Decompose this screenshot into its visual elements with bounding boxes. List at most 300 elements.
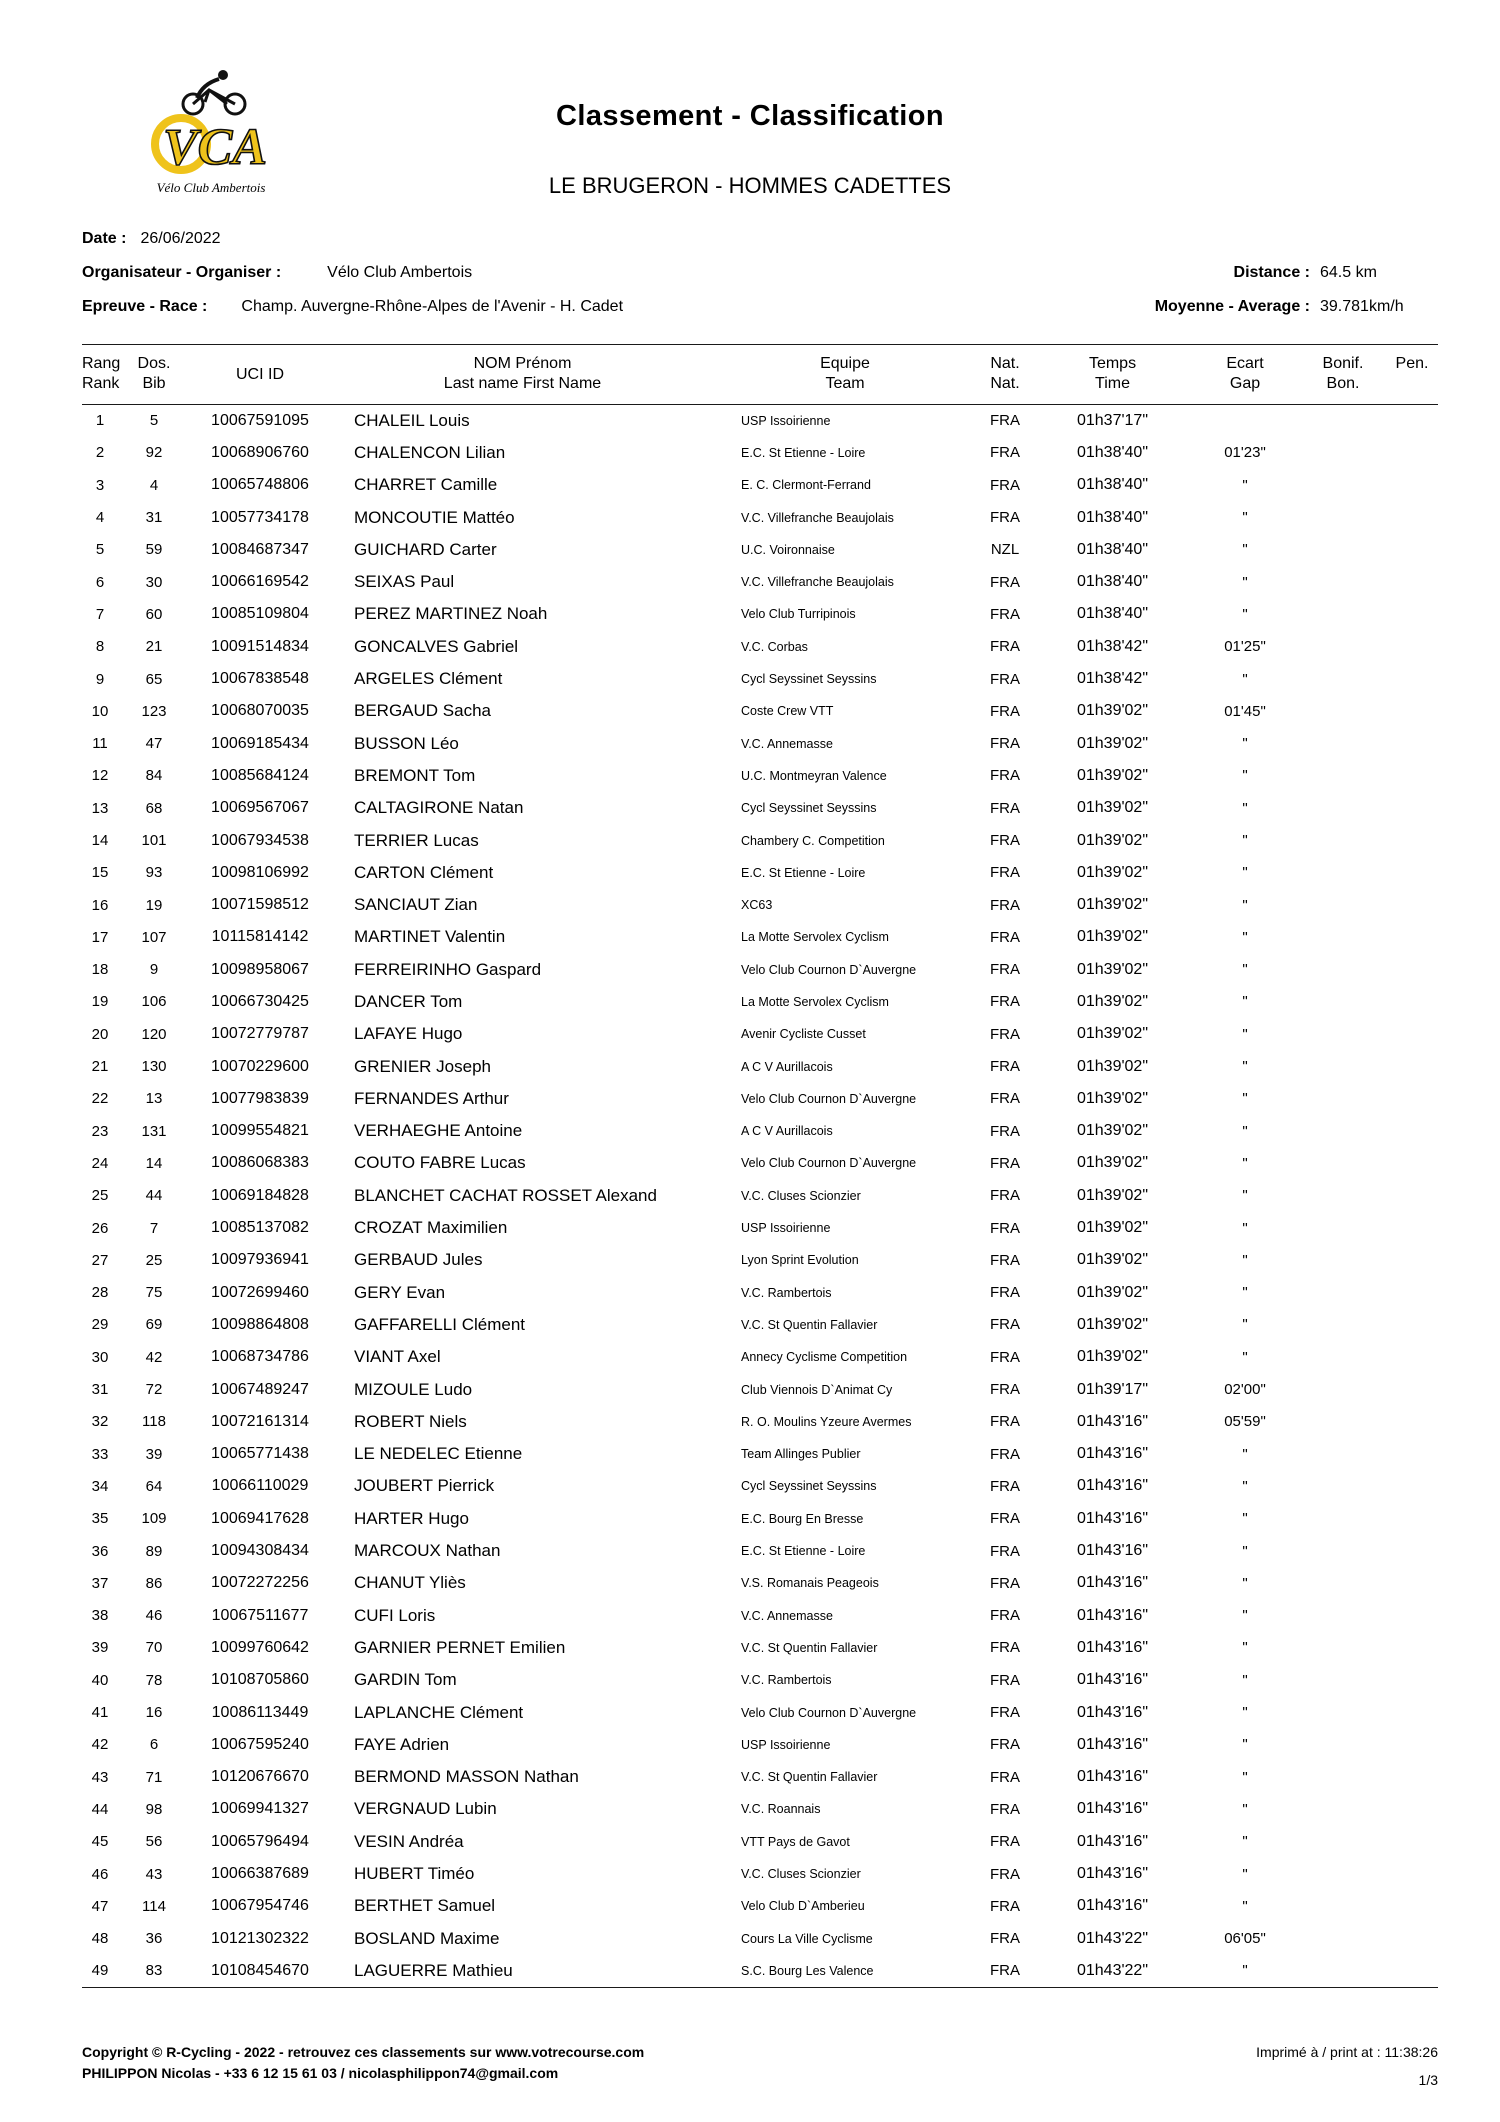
bonif-cell <box>1300 1890 1386 1922</box>
organiser-line <box>82 256 1438 290</box>
uci-id-cell: 10066169542 <box>211 573 309 591</box>
team-cell: V.C. Rambertois <box>741 1285 832 1300</box>
uci-id-cell: 10108454670 <box>211 1961 309 1979</box>
bib-cell: 70 <box>145 1639 163 1657</box>
nationality-cell: FRA <box>990 412 1020 430</box>
time-cell: 01h43'16" <box>1076 1897 1149 1915</box>
uci-id-cell: 10068070035 <box>211 702 309 720</box>
rank-cell: 35 <box>91 1510 109 1528</box>
rank-cell: 3 <box>95 476 105 494</box>
time-cell: 01h43'16" <box>1076 1606 1149 1624</box>
rider-name-cell: LE NEDELEC Etienne <box>354 1444 523 1464</box>
rider-name-cell: GUICHARD Carter <box>354 539 497 559</box>
team-cell: A C V Aurillacois <box>741 1124 833 1139</box>
rank-cell: 37 <box>91 1574 109 1592</box>
rank-cell: 15 <box>91 864 109 882</box>
gap-cell: " <box>1242 1542 1248 1560</box>
table-row <box>82 1599 1438 1631</box>
bonif-cell <box>1300 1664 1386 1696</box>
rank-cell: 48 <box>91 1930 109 1948</box>
header-nat-line2: Nat. <box>990 375 1020 392</box>
bonif-cell <box>1300 1632 1386 1664</box>
gap-cell: " <box>1242 1671 1248 1689</box>
bib-cell: 30 <box>145 573 163 591</box>
table-row <box>82 954 1438 986</box>
gap-cell: " <box>1242 1122 1248 1140</box>
time-cell: 01h43'16" <box>1076 1671 1149 1689</box>
rank-cell: 34 <box>91 1477 109 1495</box>
contact-text: PHILIPPON Nicolas - +33 6 12 15 61 03 / nicolasphilippon74@gmail.com <box>82 2065 559 2081</box>
bib-cell: 39 <box>145 1445 163 1463</box>
gap-cell: " <box>1242 605 1248 623</box>
bonif-cell <box>1300 1050 1386 1082</box>
pen-cell <box>1386 824 1438 856</box>
uci-id-cell: 10120676670 <box>211 1768 309 1786</box>
uci-id-cell: 10072699460 <box>211 1283 309 1301</box>
rider-name-cell: CHANUT Yliès <box>354 1573 466 1593</box>
table-row <box>82 1050 1438 1082</box>
team-cell: E.C. St Etienne - Loire <box>741 1544 866 1559</box>
nationality-cell: FRA <box>990 1284 1020 1302</box>
nationality-cell: FRA <box>990 1510 1020 1528</box>
rank-cell: 39 <box>91 1639 109 1657</box>
rank-cell: 32 <box>91 1413 109 1431</box>
rider-name-cell: CUFI Loris <box>354 1605 436 1625</box>
copyright-text: Copyright © R-Cycling - 2022 - retrouvez ces classements sur www.votrecourse.com <box>82 2044 645 2060</box>
bonif-cell <box>1300 1696 1386 1728</box>
race-value: Champ. Auvergne-Rhône-Alpes de l'Avenir - H. Cadet <box>241 298 624 315</box>
nationality-cell: FRA <box>990 1187 1020 1205</box>
nationality-cell: FRA <box>990 1413 1020 1431</box>
table-row <box>82 1277 1438 1309</box>
uci-id-cell: 10065771438 <box>211 1445 309 1463</box>
rider-name-cell: BERMOND MASSON Nathan <box>354 1767 579 1787</box>
team-cell: Velo Club Turripinois <box>741 607 856 622</box>
document-footer <box>82 2042 1438 2090</box>
bib-cell: 101 <box>141 832 167 849</box>
table-row <box>82 1341 1438 1373</box>
rider-name-cell: MONCOUTIE Mattéo <box>354 507 515 527</box>
nationality-cell: FRA <box>990 1251 1020 1269</box>
nationality-cell: FRA <box>990 476 1020 494</box>
uci-id-cell: 10085109804 <box>211 605 309 623</box>
col-header-team <box>715 345 975 405</box>
uci-id-cell: 10086113449 <box>211 1703 309 1721</box>
table-row <box>82 1535 1438 1567</box>
uci-id-cell: 10070229600 <box>211 1057 309 1075</box>
col-header-bib <box>118 345 190 405</box>
nationality-cell: FRA <box>990 832 1020 849</box>
rank-cell: 25 <box>91 1187 109 1205</box>
pen-cell <box>1386 1406 1438 1438</box>
bonif-cell <box>1300 727 1386 759</box>
bib-cell: 107 <box>141 928 167 946</box>
time-cell: 01h39'02" <box>1076 1122 1149 1140</box>
team-cell: La Motte Servolex Cyclism <box>741 930 889 945</box>
table-row <box>82 469 1438 501</box>
pen-cell <box>1386 1115 1438 1147</box>
bib-cell: 93 <box>145 864 163 882</box>
gap-cell: " <box>1242 1510 1248 1528</box>
nationality-cell: FRA <box>990 1025 1020 1043</box>
gap-cell: " <box>1242 1445 1248 1463</box>
table-row <box>82 598 1438 630</box>
bonif-cell <box>1300 1761 1386 1793</box>
bonif-cell <box>1300 1793 1386 1825</box>
time-cell: 01h39'02" <box>1076 1219 1149 1237</box>
bib-cell: 120 <box>141 1025 167 1043</box>
uci-id-cell: 10098958067 <box>211 960 309 978</box>
time-cell: 01h38'42" <box>1076 670 1149 688</box>
team-cell: Team Allinges Publier <box>741 1447 861 1462</box>
gap-cell: 02'00" <box>1224 1381 1266 1399</box>
bonif-cell <box>1300 1115 1386 1147</box>
logo-caption: Vélo Club Ambertois <box>156 180 266 195</box>
team-cell: V.S. Romanais Peageois <box>741 1576 879 1591</box>
rank-cell: 14 <box>91 832 109 849</box>
nationality-cell: FRA <box>990 670 1020 688</box>
rank-cell: 24 <box>91 1154 109 1172</box>
nationality-cell: FRA <box>990 1316 1020 1334</box>
bib-cell: 118 <box>142 1413 166 1431</box>
bonif-cell <box>1300 1955 1386 1987</box>
nationality-cell: FRA <box>990 605 1020 623</box>
pen-cell <box>1386 1212 1438 1244</box>
time-cell: 01h43'16" <box>1076 1542 1149 1560</box>
team-cell: Coste Crew VTT <box>741 704 834 719</box>
bonif-cell <box>1300 1018 1386 1050</box>
nationality-cell: FRA <box>990 928 1020 946</box>
uci-id-cell: 10098864808 <box>211 1315 309 1333</box>
table-row <box>82 501 1438 533</box>
gap-cell: " <box>1242 1284 1248 1302</box>
header-team-line1: Equipe <box>820 355 870 372</box>
rider-name-cell: MARCOUX Nathan <box>354 1541 501 1561</box>
club-logo-graphic <box>131 68 291 180</box>
rider-name-cell: ARGELES Clément <box>354 669 503 689</box>
header-gap-line2: Gap <box>1229 375 1261 392</box>
pen-cell <box>1386 1050 1438 1082</box>
rider-name-cell: CHALEIL Louis <box>354 410 470 430</box>
bib-cell: 46 <box>145 1607 163 1625</box>
pen-cell <box>1386 954 1438 986</box>
nationality-cell: FRA <box>990 1348 1020 1366</box>
team-cell: V.C. Cluses Scionzier <box>741 1867 861 1881</box>
time-cell: 01h38'40" <box>1076 508 1149 526</box>
nationality-cell: FRA <box>990 1090 1020 1108</box>
nationality-cell: FRA <box>990 735 1020 753</box>
header-time-line1: Temps <box>1088 355 1137 372</box>
bonif-cell <box>1300 889 1386 921</box>
rank-cell: 46 <box>91 1865 109 1883</box>
gap-cell: 01'23" <box>1224 444 1266 462</box>
time-cell: 01h43'16" <box>1076 1735 1149 1753</box>
rank-cell: 21 <box>91 1058 109 1076</box>
rider-name-cell: CHARRET Camille <box>354 475 498 495</box>
bonif-cell <box>1300 1180 1386 1212</box>
team-cell: U.C. Voironnaise <box>741 542 835 557</box>
race-subtitle: LE BRUGERON - HOMMES CADETTES <box>548 173 952 198</box>
table-row <box>82 534 1438 566</box>
team-cell: Avenir Cycliste Cusset <box>741 1027 866 1042</box>
page-number: 1/3 <box>1418 2072 1438 2088</box>
rider-name-cell: BOSLAND Maxime <box>354 1928 500 1948</box>
rider-name-cell: SEIXAS Paul <box>354 572 455 592</box>
uci-id-cell: 10115814142 <box>211 928 309 946</box>
header-nat-line1: Nat. <box>990 355 1020 372</box>
rider-name-cell: ROBERT Niels <box>354 1411 467 1431</box>
race-label: Epreuve - Race : <box>82 298 208 315</box>
rank-cell: 27 <box>91 1251 109 1269</box>
gap-cell: " <box>1242 1154 1248 1172</box>
time-cell: 01h39'02" <box>1076 799 1149 817</box>
pen-cell <box>1386 1890 1438 1922</box>
nationality-cell: FRA <box>990 1607 1020 1625</box>
table-row <box>82 1438 1438 1470</box>
gap-cell: " <box>1242 1897 1248 1915</box>
organiser-group <box>82 256 472 290</box>
uci-id-cell: 10098106992 <box>211 863 309 881</box>
team-cell: U.C. Montmeyran Valence <box>741 768 887 783</box>
table-row <box>82 1018 1438 1050</box>
nationality-cell: FRA <box>990 1381 1020 1399</box>
time-cell: 01h43'22" <box>1076 1929 1149 1947</box>
nationality-cell: FRA <box>990 864 1020 882</box>
table-row <box>82 1115 1438 1147</box>
team-cell: A C V Aurillacois <box>741 1059 833 1074</box>
team-cell: E.C. St Etienne - Loire <box>741 445 866 460</box>
pen-cell <box>1386 792 1438 824</box>
date-value: 26/06/2022 <box>140 230 221 247</box>
nationality-cell: FRA <box>990 1154 1020 1172</box>
bib-cell: 60 <box>145 605 163 623</box>
footer-left <box>82 2042 644 2090</box>
rider-name-cell: VERGNAUD Lubin <box>354 1799 497 1819</box>
time-cell: 01h39'02" <box>1076 928 1149 946</box>
bonif-cell <box>1300 1309 1386 1341</box>
table-row <box>82 1309 1438 1341</box>
rider-name-cell: CARTON Clément <box>354 862 494 882</box>
nationality-cell: FRA <box>990 1639 1020 1657</box>
time-cell: 01h39'02" <box>1076 1057 1149 1075</box>
pen-cell <box>1386 405 1438 437</box>
team-cell: USP Issoirienne <box>741 413 831 428</box>
bonif-cell <box>1300 695 1386 727</box>
team-cell: USP Issoirienne <box>741 1221 831 1236</box>
nationality-cell: FRA <box>990 444 1020 462</box>
team-cell: Club Viennois D`Animat Cy <box>741 1382 893 1397</box>
rider-name-cell: LAPLANCHE Clément <box>354 1702 524 1722</box>
uci-id-cell: 10086068383 <box>211 1154 309 1172</box>
table-row <box>82 760 1438 792</box>
uci-id-cell: 10067511677 <box>211 1606 309 1624</box>
gap-cell: 01'45" <box>1224 702 1266 720</box>
gap-cell: " <box>1242 1316 1248 1334</box>
pen-cell <box>1386 1599 1438 1631</box>
rank-cell: 43 <box>91 1768 109 1786</box>
bib-cell: 114 <box>142 1897 166 1915</box>
uci-id-cell: 10072272256 <box>211 1574 309 1592</box>
bib-cell: 131 <box>141 1122 167 1140</box>
table-row <box>82 1212 1438 1244</box>
col-header-nat <box>975 345 1035 405</box>
gap-cell: " <box>1242 1639 1248 1657</box>
gap-cell: " <box>1242 573 1248 591</box>
time-cell: 01h38'40" <box>1076 540 1149 558</box>
nationality-cell: FRA <box>990 1704 1020 1722</box>
header-time-line2: Time <box>1095 375 1130 392</box>
time-cell: 01h43'16" <box>1076 1638 1149 1656</box>
pen-cell <box>1386 1503 1438 1535</box>
gap-cell: " <box>1242 476 1248 494</box>
header-name-line2: Last name First Name <box>443 375 602 392</box>
bonif-cell <box>1300 1277 1386 1309</box>
uci-id-cell: 10077983839 <box>211 1089 309 1107</box>
table-row <box>82 1890 1438 1922</box>
gap-cell: " <box>1242 1058 1248 1076</box>
pen-cell <box>1386 1018 1438 1050</box>
header-bib-line2: Bib <box>142 375 166 392</box>
time-cell: 01h39'02" <box>1076 1251 1149 1269</box>
header-gap-line1: Ecart <box>1226 355 1264 372</box>
printed-at-text: Imprimé à / print at : 11:38:26 <box>1256 2044 1438 2060</box>
gap-cell: " <box>1242 832 1248 849</box>
bib-cell: 6 <box>149 1736 159 1754</box>
bib-cell: 65 <box>145 670 163 688</box>
pen-cell <box>1386 631 1438 663</box>
club-logo <box>126 68 296 196</box>
pen-cell <box>1386 1277 1438 1309</box>
bib-cell: 21 <box>145 638 163 656</box>
bonif-cell <box>1300 598 1386 630</box>
bib-cell: 5 <box>149 412 159 430</box>
header-bib-line1: Dos. <box>137 355 171 372</box>
rank-cell: 44 <box>91 1800 109 1818</box>
bib-cell: 47 <box>145 735 163 753</box>
nationality-cell: FRA <box>990 702 1020 720</box>
team-cell: Cours La Ville Cyclisme <box>741 1931 873 1946</box>
rider-name-cell: GAFFARELLI Clément <box>354 1314 526 1334</box>
pen-cell <box>1386 1180 1438 1212</box>
table-row <box>82 1503 1438 1535</box>
table-row <box>82 1664 1438 1696</box>
time-cell: 01h39'02" <box>1076 734 1149 752</box>
time-cell: 01h39'02" <box>1076 1348 1149 1366</box>
pen-cell <box>1386 663 1438 695</box>
gap-cell: 06'05" <box>1224 1930 1266 1948</box>
rider-name-cell: CHALENCON Lilian <box>354 442 506 462</box>
rider-name-cell: VESIN Andréa <box>354 1831 464 1851</box>
uci-id-cell: 10067838548 <box>211 670 309 688</box>
pen-cell <box>1386 1858 1438 1890</box>
rider-name-cell: VERHAEGHE Antoine <box>354 1121 523 1141</box>
team-cell: V.C. St Quentin Fallavier <box>741 1317 878 1332</box>
uci-id-cell: 10068734786 <box>211 1348 309 1366</box>
date-group <box>82 222 221 256</box>
gap-cell: " <box>1242 993 1248 1011</box>
table-header <box>82 345 1438 405</box>
rider-name-cell: COUTO FABRE Lucas <box>354 1153 526 1173</box>
time-cell: 01h43'16" <box>1076 1703 1149 1721</box>
gap-cell: " <box>1242 767 1248 785</box>
rank-cell: 2 <box>95 444 105 462</box>
col-header-pen <box>1386 345 1438 405</box>
team-cell: V.C. Annemasse <box>741 1608 833 1623</box>
bib-cell: 64 <box>145 1477 163 1495</box>
table-row <box>82 1083 1438 1115</box>
pen-cell <box>1386 1147 1438 1179</box>
bib-cell: 56 <box>145 1833 163 1851</box>
time-cell: 01h39'02" <box>1076 831 1149 849</box>
header-bonif-line2: Bon. <box>1326 375 1360 392</box>
table-row <box>82 1955 1438 1987</box>
rank-cell: 22 <box>91 1090 109 1108</box>
bonif-cell <box>1300 986 1386 1018</box>
rider-name-cell: GARDIN Tom <box>354 1670 457 1690</box>
date-line <box>82 222 1438 256</box>
pen-cell <box>1386 857 1438 889</box>
rank-cell: 26 <box>91 1219 109 1237</box>
pen-cell <box>1386 1373 1438 1405</box>
bib-cell: 92 <box>145 444 163 462</box>
bib-cell: 86 <box>145 1574 163 1592</box>
team-cell: Velo Club Cournon D`Auvergne <box>741 1091 917 1106</box>
pen-cell <box>1386 501 1438 533</box>
table-row <box>82 986 1438 1018</box>
bib-cell: 4 <box>149 476 159 494</box>
col-header-gap <box>1190 345 1300 405</box>
time-cell: 01h43'16" <box>1076 1445 1149 1463</box>
bib-cell: 25 <box>145 1251 163 1269</box>
table-row <box>82 889 1438 921</box>
team-cell: R. O. Moulins Yzeure Avermes <box>741 1414 912 1429</box>
nationality-cell: FRA <box>990 961 1020 979</box>
uci-id-cell: 10072161314 <box>211 1412 309 1430</box>
pen-cell <box>1386 1793 1438 1825</box>
bonif-cell <box>1300 405 1386 437</box>
rider-name-cell: DANCER Tom <box>354 991 463 1011</box>
bonif-cell <box>1300 1922 1386 1954</box>
rank-cell: 36 <box>91 1542 109 1560</box>
uci-id-cell: 10069185434 <box>211 734 309 752</box>
time-cell: 01h39'02" <box>1076 1089 1149 1107</box>
pen-cell <box>1386 760 1438 792</box>
time-cell: 01h39'02" <box>1076 992 1149 1010</box>
pen-cell <box>1386 1664 1438 1696</box>
bonif-cell <box>1300 1373 1386 1405</box>
table-row <box>82 857 1438 889</box>
pen-cell <box>1386 889 1438 921</box>
rank-cell: 4 <box>95 509 105 527</box>
table-row <box>82 1696 1438 1728</box>
uci-id-cell: 10099554821 <box>211 1122 309 1140</box>
gap-cell: " <box>1242 735 1248 753</box>
rank-cell: 33 <box>91 1445 109 1463</box>
rider-name-cell: TERRIER Lucas <box>354 830 479 850</box>
rider-name-cell: VIANT Axel <box>354 1347 441 1367</box>
bib-cell: 89 <box>145 1542 163 1560</box>
uci-id-cell: 10085684124 <box>211 766 309 784</box>
col-header-name <box>330 345 715 405</box>
nationality-cell: FRA <box>990 767 1020 785</box>
gap-cell: " <box>1242 1348 1248 1366</box>
table-row <box>82 1406 1438 1438</box>
table-row <box>82 405 1438 437</box>
team-cell: XC63 <box>741 898 773 913</box>
rider-name-cell: GARNIER PERNET Emilien <box>354 1637 566 1657</box>
rank-cell: 1 <box>95 412 105 430</box>
rider-name-cell: BUSSON Léo <box>354 733 459 753</box>
